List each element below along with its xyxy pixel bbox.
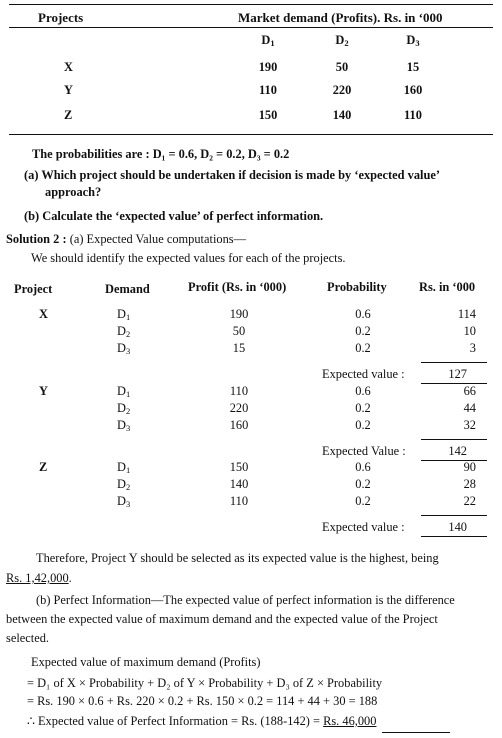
ev-header-rs: Rs. in ‘000 [419,280,476,294]
ev-row-probability: 0.6 [355,307,371,321]
conclusion-line1: Therefore, Project Y should be selected as its expected value is the highest, being [36,551,439,565]
question-a-line2: approach? [45,185,102,199]
demand-subscript: 2 [125,482,131,492]
demand-letter: D [117,341,126,355]
solution-intro-text: (a) Expected Value computations— [69,232,246,246]
market-table-col-d3 [406,34,419,46]
ev-row-rs: 114 [457,307,476,321]
perfect-info-heading: Expected value of maximum demand (Profits) [31,655,261,669]
ev-row-profit: 140 [229,477,249,491]
demand-letter: D [117,460,126,474]
demand-subscript: 3 [125,499,131,509]
ev-row-rs: 32 [463,418,476,432]
ev-row-demand [117,419,130,431]
perfect-info-formula1: = D₁ of X × Probability + D₂ of Y × Probability + D₃ of Z × Probability [27,676,383,690]
demand-subscript: 1 [125,465,131,475]
market-table-header-projects: Projects [38,10,84,25]
perfect-info-line2: between the expected value of maximum demand and the expected value of the Project [6,612,438,626]
ev-row-probability: 0.2 [355,324,371,338]
demand-letter: D [117,384,126,398]
market-table-cell: 110 [259,83,277,97]
col-letter: D [261,33,271,47]
perfect-info-line1: (b) Perfect Information—The expected value of perfect information is the difference [36,593,455,607]
market-table-project: Y [64,83,73,97]
conclusion-line2 [6,572,72,584]
ev-row-probability: 0.2 [355,477,371,491]
conclusion-amount: Rs. 1,42,000 [6,571,69,585]
perfect-info-final-rule [382,732,450,733]
market-table-header-rule [9,27,493,28]
demand-subscript: 3 [125,423,131,433]
question-b: (b) Calculate the ‘expected value’ of perfect information. [24,209,324,223]
ev-row-probability: 0.2 [355,401,371,415]
ev-row-rs: 28 [463,477,476,491]
market-table-bottom-rule [9,134,493,135]
ev-row-probability: 0.6 [355,384,371,398]
ev-row-rs: 10 [463,324,476,338]
ev-subtotal-rule [421,439,487,440]
solution-intro2: We should identify the expected values for each of the projects. [31,251,346,265]
ev-row-probability: 0.6 [355,460,371,474]
market-table-cell: 110 [404,108,422,122]
market-table-cell: 160 [403,83,423,97]
ev-row-rs: 44 [463,401,476,415]
ev-row-demand [117,385,130,397]
ev-row-profit: 190 [229,307,249,321]
ev-row-rs: 22 [463,494,476,508]
market-table-project: X [64,60,73,74]
ev-row-profit: 160 [229,418,249,432]
ev-row-rs: 90 [463,460,476,474]
solution-intro [6,233,246,245]
solution-label: Solution 2 : [6,232,67,246]
demand-letter: D [117,418,126,432]
ev-row-demand [117,325,130,337]
ev-row-profit: 220 [229,401,249,415]
demand-subscript: 2 [125,329,131,339]
ev-row-demand [117,495,130,507]
ev-row-profit: 150 [229,460,249,474]
market-table-cell: 190 [258,60,278,74]
demand-letter: D [117,401,126,415]
ev-group-label: Expected value : [322,520,405,534]
market-table-project: Z [64,108,73,122]
ev-total-rule [421,383,487,384]
demand-letter: D [117,477,126,491]
col-subscript: 2 [344,38,349,48]
perfect-info-final-prefix: ∴ Expected value of Perfect Information = Rs. (188-142) = [27,714,324,728]
demand-letter: D [117,494,126,508]
ev-total-rule [421,536,487,537]
ev-group-project: Z [39,460,48,474]
ev-row-probability: 0.2 [355,418,371,432]
ev-row-rs: 66 [463,384,476,398]
ev-subtotal-rule [421,515,487,516]
ev-group-label: Expected value : [322,367,405,381]
perfect-info-final-value: Rs. 46,000 [323,714,377,728]
col-letter: D [406,33,416,47]
ev-row-profit: 50 [232,324,246,338]
ev-header-profit: Profit (Rs. in ‘000) [188,280,287,294]
probabilities-line: The probabilities are : D₁ = 0.6, D₂ = 0.2, D₃ = 0.2 [32,147,290,161]
demand-subscript: 1 [125,312,131,322]
ev-group-project: Y [39,384,48,398]
ev-row-probability: 0.2 [355,341,371,355]
demand-subscript: 3 [125,346,131,356]
ev-subtotal-rule [421,362,487,363]
demand-subscript: 2 [125,406,131,416]
question-a-line1: (a) Which project should be undertaken if decision is made by ‘expected value’ [24,168,441,182]
ev-row-demand [117,478,130,490]
ev-header-project: Project [14,282,53,296]
ev-group-value: 142 [448,444,467,458]
market-table-col-d2 [335,34,348,46]
ev-row-profit: 110 [229,494,249,508]
market-table-cell: 50 [335,60,349,74]
col-letter: D [335,33,345,47]
market-table-cell: 150 [258,108,278,122]
col-subscript: 3 [415,38,420,48]
market-table-cell: 15 [406,60,420,74]
market-table-cell: 220 [332,83,352,97]
demand-letter: D [117,324,126,338]
ev-row-profit: 15 [232,341,246,355]
ev-header-demand: Demand [105,282,150,296]
perfect-info-line3: selected. [6,631,49,645]
ev-group-value: 127 [448,367,467,381]
ev-group-value: 140 [448,520,467,534]
ev-row-demand [117,308,130,320]
ev-total-rule [421,460,487,461]
demand-letter: D [117,307,126,321]
ev-group-project: X [39,307,48,321]
demand-subscript: 1 [125,389,131,399]
ev-row-probability: 0.2 [355,494,371,508]
conclusion-amount-suffix: . [68,571,72,585]
ev-row-rs: 3 [469,341,476,355]
ev-row-profit: 110 [229,384,249,398]
ev-row-demand [117,461,130,473]
market-table-header-demand: Market demand (Profits). Rs. in ‘000 [238,10,443,25]
col-subscript: 1 [270,38,275,48]
ev-row-demand [117,402,130,414]
ev-group-label: Expected Value : [322,444,406,458]
ev-row-demand [117,342,130,354]
perfect-info-formula2: = Rs. 190 × 0.6 + Rs. 220 × 0.2 + Rs. 150 × 0.2 = 114 + 44 + 30 = 188 [27,694,378,708]
ev-header-probability: Probability [327,280,387,294]
market-table-top-rule [9,4,493,5]
perfect-info-final [27,715,376,727]
market-table-cell: 140 [332,108,352,122]
market-table-col-d1 [261,34,274,46]
